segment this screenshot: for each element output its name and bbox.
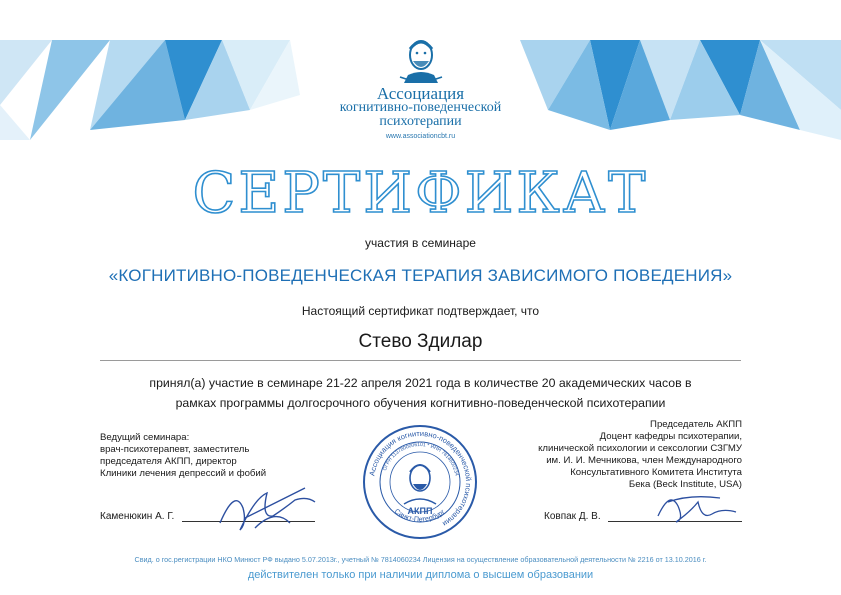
official-stamp xyxy=(360,422,480,542)
body-line-1: принял(а) участие в семинаре 21-22 апреля 2021 года в количестве 20 академических часов в xyxy=(149,376,692,390)
right-signature-icon xyxy=(650,482,740,532)
stamp-city: Санкт-Петербург xyxy=(392,508,447,524)
stamp-ring-text: Ассоциация когнитивно-поведенческой психотерапии xyxy=(367,428,474,529)
association-name-line1: Ассоциация xyxy=(376,84,465,103)
right-signatory-name: Ковпак Д. В. xyxy=(544,511,601,522)
left-signatory-name: Каменюкин А. Г. xyxy=(100,511,175,522)
association-name-line2: когнитивно-поведенческой xyxy=(339,100,502,115)
left-signatory-line: председателя АКПП, директор xyxy=(100,456,237,467)
stamp-abbrev: АКПП xyxy=(407,506,433,516)
registration-footer: Свид. о гос.регистрации НКО Минюст РФ выдано 5.07.2013г., учетный № 7814060234 Лицензия на осуществление образовательной деятельности № 2216 от 13.10.2016 г. xyxy=(134,555,707,564)
body-line-2: рамках программы долгосрочного обучения когнитивно-поведенческой психотерапии xyxy=(175,396,666,410)
right-signatory-line: Консультативного Комитета Института xyxy=(570,467,742,478)
portrait-logo-icon xyxy=(386,25,456,85)
association-logo xyxy=(300,0,541,150)
seminar-title: «КОГНИТИВНО-ПОВЕДЕНЧЕСКАЯ ТЕРАПИЯ ЗАВИСИМОГО ПОВЕДЕНИЯ» xyxy=(108,266,733,285)
diploma-note: действителен только при наличии диплома о высшем образовании xyxy=(247,569,594,581)
left-signatory-line: Клиники лечения депрессий и фобий xyxy=(100,468,267,479)
stamp-inner-text: ОГРН 1137800006101 * ИНН 7814600234 xyxy=(381,441,460,477)
left-signatory-line: Ведущий семинара: xyxy=(100,432,190,443)
certificate-subtitle: участия в семинаре xyxy=(365,236,476,250)
right-signatory-line: клинической психологии и сексологии СЗГМУ xyxy=(538,443,742,454)
confirmation-text: Настоящий сертификат подтверждает, что xyxy=(301,304,540,318)
association-name-line3: психотерапии xyxy=(379,114,462,129)
certificate-title: СЕРТИФИКАТ xyxy=(192,161,649,226)
association-website: www.associationcbt.ru xyxy=(385,133,456,140)
left-signature-icon xyxy=(215,478,325,538)
right-signatory-line: Доцент кафедры психотерапии, xyxy=(599,431,742,442)
right-signatory-line: Председатель АКПП xyxy=(650,419,742,430)
name-underline xyxy=(100,360,741,361)
left-signatory-block xyxy=(100,432,320,480)
left-signatory-line: врач-психотерапевт, заместитель xyxy=(100,444,250,455)
banner-right xyxy=(520,40,841,140)
right-signatory-line: Бека (Beck Institute, USA) xyxy=(628,479,742,490)
stamp-portrait-icon xyxy=(404,465,436,504)
recipient-name: Стево Здилар xyxy=(358,331,483,352)
banner-left xyxy=(0,40,300,140)
right-signatory-line: им. И. И. Мечникова, член Международного xyxy=(546,455,742,466)
certificate-body xyxy=(0,373,841,413)
right-signatory-block xyxy=(472,419,742,491)
